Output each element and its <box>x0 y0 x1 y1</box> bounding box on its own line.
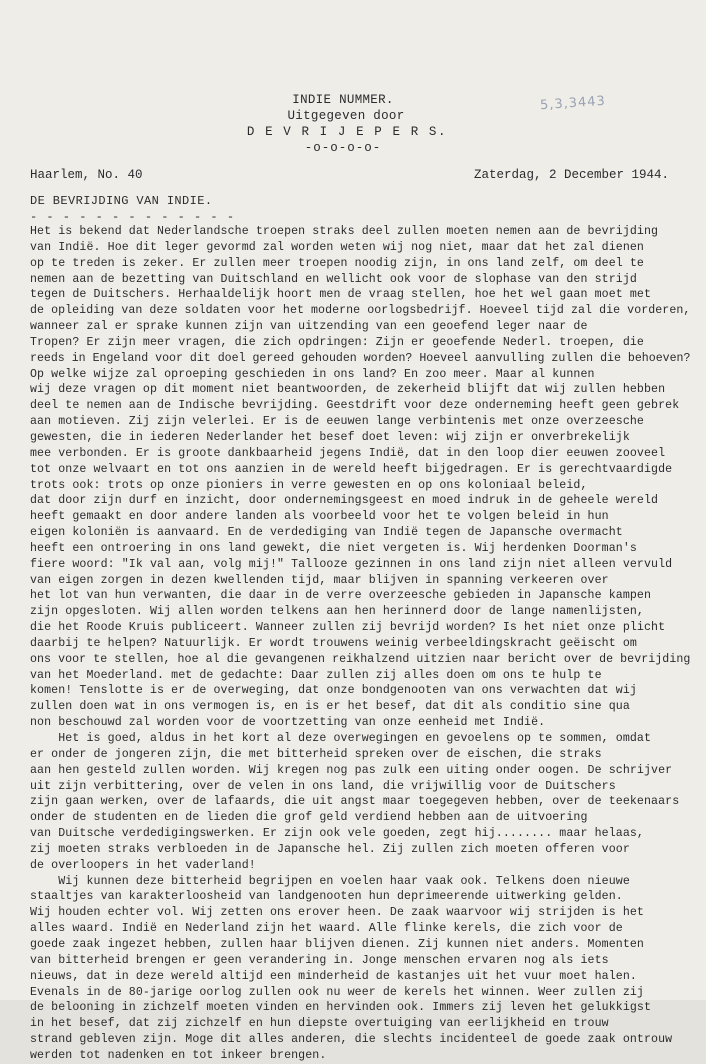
body-line: zullen doen wat in ons vermogen is, en is er het besef, dat dit als conditio sine qua <box>30 700 630 714</box>
body-line: mee verbonden. Er is groote dankbaarheid jegens Indië, dat in den loop dier eeuwen zooveel <box>30 446 666 460</box>
body-line: heeft gemaakt en door andere landen als voorbeeld voor het te volgen beleid in hun <box>30 510 609 524</box>
body-line: Op welke wijze zal oproeping geschieden in ons land? En zoo meer. Maar al kunnen <box>30 367 595 381</box>
body-line: in het besef, dat zij zichzelf en hun diepste overtuiging van eerlijkheid en trouw <box>30 1017 609 1031</box>
issue-label: INDIE NUMMER. <box>292 93 394 107</box>
body-line: fiere woord: "Ik val aan, volg mij!" Tallooze gezinnen in ons land zijn niet alleen vervuld <box>30 557 673 571</box>
body-line: Het is goed, aldus in het kort al deze overwegingen en gevoelens op te sommen, omdat <box>30 732 652 745</box>
body-line: Wij houden echter vol. Wij zetten ons erover heen. De zaak waarvoor wij strijden is het <box>30 906 644 920</box>
body-line: tegen de Duitschers. Herhaaldelijk hoort men de vraag stellen, hoe het wel gaan moet met <box>30 288 652 302</box>
body-line: Het is bekend dat Nederlandsche troepen straks deel zullen moeten nemen aan de bevrijding <box>30 225 659 238</box>
body-line: Evenals in de 80-jarige oorlog zullen ook nu weer de kerels het winnen. Weer zullen zij <box>30 985 644 999</box>
body-line: ons voor te stellen, hoe al die gevangenen reikhalzend uitzien naar bericht over de bevrijding <box>30 652 691 666</box>
body-line: komen! Tenslotte is er de overweging, dat onze bondgenooten van ons verwachten dat wij <box>30 684 637 698</box>
body-line: zijn opgesloten. Wij allen worden telkens aan hen herinnerd door de lange namenlijsten, <box>30 605 644 619</box>
body-line: wij deze vragen op dit moment niet beantwoorden, de zekerheid blijft dat wij zullen hebben <box>30 383 666 397</box>
body-line: van eigen zorgen in dezen kwellenden tijd, maar blijven in spanning verkeeren over <box>30 573 609 587</box>
issue-date: Zaterdag, 2 December 1944. <box>474 168 670 182</box>
body-line: die het Roode Kruis publiceert. Wanneer zullen zij bevrijd worden? Is het niet onze plicht <box>30 621 666 635</box>
body-line: van Indië. Hoe dit leger gevormd zal worden weten wij nog niet, maar dat het zal dienen <box>30 240 644 254</box>
body-line: goede zaak ingezet hebben, zullen haar blijven dienen. Zij kunnen niet anders. Momenten <box>30 937 644 951</box>
body-line: van Duitsche verdedigingswerken. Er zijn ook vele goeden, zegt hij........ maar helaas, <box>30 827 644 841</box>
body-line: de overloopers in het vaderland! <box>30 858 256 872</box>
body-line: reeds in Engeland voor dit doel gereed gehouden worden? Hoeveel aanvulling zullen die behoeven? <box>30 351 691 365</box>
body-line: het lot van hun verwanten, die daar in de verre overzeesche gebieden in Japansche kampen <box>30 589 652 603</box>
body-line: aan hen gesteld zullen worden. Wij kregen nog pas zulk een uiting onder oogen. De schrijver <box>30 763 673 777</box>
body-line: onder de studenten en de lieden die grof geld verdiend hebben aan de uitvoering <box>30 811 588 825</box>
body-line: op te treden is zeker. Er zullen meer troepen noodig zijn, in ons land zelf, om deel te <box>30 256 644 270</box>
body-line: uit zijn verbittering, over de velen in ons land, die vrijwillig voor de Duitschers <box>30 779 616 793</box>
body-line: heeft een ontroering in ons land gewekt, die niet vergeten is. Wij herdenken Doorman's <box>30 541 637 555</box>
body-line: trots ook: trots op onze pioniers in verre gewesten en op ons koloniaal beleid, <box>30 478 588 492</box>
title-underline: - - - - - - - - - - - - - <box>30 210 236 224</box>
body-line: strand gebleven zijn. Moge dit alles anderen, die slechts incidenteel de goede zaak ontrouw <box>30 1033 673 1047</box>
body-line: dat door zijn durf en inzicht, door ondernemingsgeest en moed indruk in de geheele wereld <box>30 494 659 508</box>
body-line: staaltjes van karakterloosheid van landgenooten hun deprimeerende uitwerking gelden. <box>30 890 623 904</box>
body-line: non beschouwd zal worden voor de voortzetting van onze eenheid met Indië. <box>30 716 546 730</box>
body-line: van bitterheid brengen er geen verandering in. Jonge menschen ervaren nog als iets <box>30 953 609 967</box>
article-body <box>30 224 690 1064</box>
body-line: deel te nemen aan de Indische bevrijding. Geestdrift voor deze onderneming heeft geen gebrek <box>30 399 680 413</box>
body-line: alles waard. Indië en Nederland zijn het waard. Alle flinke kerels, die zich voor de <box>30 922 623 936</box>
body-line: er onder de jongeren zijn, die met bitterheid spreken over de eischen, die straks <box>30 747 602 761</box>
publisher-intro: Uitgegeven door <box>287 109 405 123</box>
article-title: DE BEVRIJDING VAN INDIE. <box>30 194 213 208</box>
body-line: de opleiding van deze soldaten voor het moderne oorlogsbedrijf. Hoeveel tijd zal die vorderen, <box>30 304 691 318</box>
body-line: Tropen? Er zijn meer vragen, die zich opdringen: Zijn er geoefende Nederl. troepen, die <box>30 335 644 349</box>
body-line: daarbij te helpen? Natuurlijk. Er wordt trouwens weinig verbeeldingskracht geëischt om <box>30 636 637 650</box>
body-line: werden tot nadenken en tot inkeer brengen. <box>30 1048 327 1062</box>
body-line: nieuws, dat in deze wereld altijd een minderheid de kastanjes uit het vuur moet halen. <box>30 969 637 983</box>
place-and-number: Haarlem, No. 40 <box>30 168 143 182</box>
body-line: de belooning in zichzelf moeten vinden en hervinden ook. Immers zij leven het gelukkigst <box>30 1001 652 1015</box>
body-line: van het Moederland. met de gedachte: Daar zullen zij alles doen om ons te hulp te <box>30 668 602 682</box>
publisher-name: D E V R I J E P E R S. <box>246 125 448 139</box>
body-line: tot onze welvaart en tot ons aanzien in de wereld heeft bijgedragen. Er is gerechtvaardigde <box>30 462 673 476</box>
archive-pencil-mark: 5,3,3443 <box>539 93 607 114</box>
body-line: wanneer zal er sprake kunnen zijn van uitzending van een geoefend leger naar de <box>30 320 588 334</box>
body-line: aan motieven. Zij zijn velerlei. Er is de eeuwen lange verbintenis met onze overzeesche <box>30 415 644 429</box>
body-line: nemen aan de bezetting van Duitschland en wellicht ook voor de slophase van den strijd <box>30 272 637 286</box>
body-line: zij moeten straks verbloeden in de Japansche hel. Zij zullen zich moeten offeren voor <box>30 842 630 856</box>
masthead-divider: -o-o-o-o- <box>304 141 382 155</box>
body-line: eigen koloniën is aanvaard. En de verdediging van Indië tegen de Japansche overmacht <box>30 526 623 540</box>
body-line: Wij kunnen deze bitterheid begrijpen en voelen haar vaak ook. Telkens doen nieuwe <box>30 874 630 888</box>
body-line: gewesten, die in iederen Nederlander het besef doet leven: wij zijn er onverbrekelijk <box>30 430 630 444</box>
body-line: zijn gaan werken, over de lafaards, die uit angst maar toegegeven hebben, over de teekenaars <box>30 795 680 809</box>
